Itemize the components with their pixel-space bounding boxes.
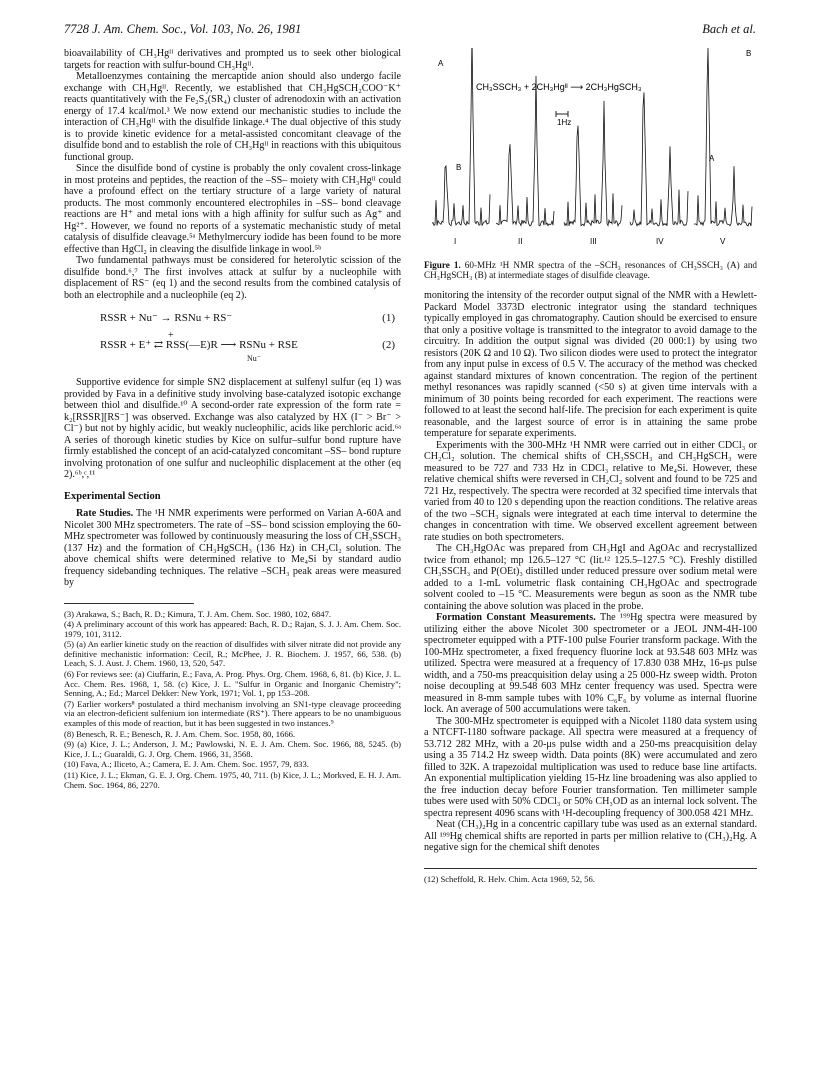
paragraph: Supportive evidence for simple SN2 displacement at sulfenyl sulfur (eq 1) was provided by Fava in a definitive study involving base-catalyzed isotopic exchange between thiol and disulfide.¹⁰ A second-order rate expression of the form rate = k₂[RSSR][RS⁻] was observed. Exchange was also catalyzed by HX (I⁻ > Br⁻ > Cl⁻) but not by highly acidic, but weakly nucleophilic, acids like perchloric acid.⁶ᵃ A series of thorough kinetic studies by Kice on sulfur–sulfur bond rupture have firmly established the concept of an acid-catalyzed concomitant –SS– bond rupture involving protonation of one sulfur and nucleophilic displacement at the other (eq 2).⁶ᵇ,ᶜ,¹¹ [64,377,401,480]
footnote-rule [64,603,194,604]
footnote: (8) Benesch, R. E.; Benesch, R. J. Am. Chem. Soc. 1958, 80, 1666. [64,728,296,739]
paragraph: monitoring the intensity of the recorder output signal of the NMR with a Hewlett-Packard Model 3373D electronic integrator using the standard techniques typically employed in gas chromatography. Caution should be exercised to ensure that only a positive voltage is transmitted to the integrator to avoid damage to the circuitry. In addition the output signal was divided (20 000:1) by using two resistors (20K Ω and 10 Ω). Two silicon diodes were used to protect the integrator from any input pulse in excess of 0.5 V. The accuracy of the method was checked against standard mixtures of known concentration. The region of the pertinent methyl resonances was rapidly scanned (<50 s) at given time intervals with a minimum of 30 points being recorded for each experiment. The reactions were followed to at least the second half-life. The precision for each experiment is quite reasonable, and the largest source of error is in attaining the same probe temperature for separate experiments. [424,290,757,440]
footnote: (4) A preliminary account of this work has appeared: Bach, R. D.; Rajan, S. J. J. Am. Chem. Soc. 1979, 101, 3112. [64,619,401,639]
footnote-rule [424,868,757,869]
equation-body: RSSR + Nu⁻ → RSNu + RS⁻ [100,312,233,324]
paragraph: Since the disulfide bond of cystine is probably the only covalent cross-linkage in most proteins and peptides, the reaction of the –SS– moiety with CH₃Hgᴵᴵ could have a profound effect on the tertiary structure of a large variety of natural products. The most commonly encountered electrophiles in –SS– bond cleavage reactions are H⁺ and metal ions with a high affinity for sulfur such as Ag⁺ and Hg²⁺. However, we found no reports of a systematic mechanistic study of metal catalysis of disulfide cleavage.⁵ᵃ Methylmercury iodide has been found to be more effective than HgCl₂ in cleaving the disulfide linkage in wool.⁵ᵇ [64,163,401,255]
equation-charge: + [168,330,174,341]
equation-body: RSSR + E⁺ ⇄ RSS(—E)R ⟶ RSNu + RSE [100,339,298,351]
paragraph: Two fundamental pathways must be considered for heterolytic scission of the disulfide bond.⁶,⁷ The first involves attack at sulfur by a nucleophile with displacement of RS⁻ (eq 1) and the second results from the combined catalysis of both an electrophile and a nucleophile (eq 2). [64,255,401,301]
run-in-heading: Formation Constant Measurements. [436,612,596,624]
equation-2 [64,330,401,365]
stage-label: I [454,237,457,246]
paragraph: The CH₃HgOAc was prepared from CH₃HgI and AgOAc and recrystallized twice from ethanol; mp 126.5–127 °C (lit.¹² 125.5–127.5 °C). Freshly distilled CH₃SSCH₃ and P(OEt)₃ distilled under reduced pressure over sodium metal were added to a 1-mL volumetric flask containing CH₃HgOAc and spectrograde solvent cooled to –15 °C. Measurements were begun as soon as the NMR tube containing the above solution was placed in the probe. [424,543,757,612]
spectrum-trace-5 [694,48,752,226]
stage-label: II [518,237,523,246]
footnote: (7) Earlier workers⁸ postulated a third mechanism involving an SN1-type cleavage proceeding via an electron-deficient sulfenium ion intermediate (RS⁺). There appears to be no unambiguous examples of this mode of reaction, but it has been suggested in two instances.⁹ [64,698,401,729]
footnote: (3) Arakawa, S.; Bach, R. D.; Kimura, T. J. Am. Chem. Soc. 1980, 102, 6847. [64,608,332,619]
left-column [64,48,401,791]
caption-label: Figure 1. [424,260,461,270]
spectrum-trace-2 [496,76,554,226]
paragraph-text: The ¹⁹⁹Hg spectra were measured by utilizing either the above Nicolet 300 spectrometer or a JEOL JNM-4H-100 spectrometer equipped with a PTF-100 pulse Fourier transform package. With the 100-MHz spectrometer, a fixed frequency fluorine lock at 93.548 603 MHz was utilized. Spectra were measured at a frequency of 17.830 038 MHz, 16-μs pulse width, and a 750-ms preacquisition delay using a 25 000-Hz sweep width. Proton noise decoupling at 99.548 603 MHz center frequency was used. Spectra were measured in 8-mm sample tubes with 10% C₆F₆ by volume as internal fluorine lock. An average of 500 accumulations were taken. [424,612,757,716]
paragraph [424,612,757,716]
equation-nucleophile: Nu⁻ [247,354,261,363]
caption-text: 60-MHz ¹H NMR spectra of the –SCH₃ resonances of CH₃SSCH₃ (A) and CH₃HgSCH₃ (B) at intermediate stages of disulfide cleavage. [424,260,758,281]
paragraph-text: The ¹H NMR experiments were performed on Varian A-60A and Nicolet 300 MHz spectrometers. The rate of –SS– bond scission employing the 60-MHz spectrometer was followed by continuously measuring the loss of CH₃SSCH₃ (137 Hz) and the formation of CH₃HgSCH₃ (136 Hz) in CH₂Cl₂ solution. The above chemical shifts were determined relative to Me₄Si by standard audio frequency sidebanding techniques. The relative –SCH₃ peak areas were measured by [64,508,402,588]
spectrum-trace-1 [432,48,490,226]
peak-label: A [438,59,444,68]
paragraph: Metalloenzymes containing the mercaptide anion should also undergo facile exchange with CH₃Hgᴵᴵ. Recently, we established that CH₃HgSCH₂COO⁻K⁺ reacts quantitatively with the Fe₂S₂(SR₄) cluster of adrenodoxin with an activation energy of 17.4 kcal/mol.³ We now extend our mechanistic studies to include the interaction of CH₃Hgᴵᴵ with the disulfide linkage.⁴ The dual objective of this study is to provide kinetic evidence for a metal-assisted concomitant cleavage of the disulfide bond and to establish the role of CH₃Hgᴵᴵ in reactions with this ubiquitous functional group. [64,71,401,163]
footnote: (6) For reviews see: (a) Ciuffarin, E.; Fava, A. Prog. Phys. Org. Chem. 1968, 6, 81. (b) Kice, J. L. Acc. Chem. Res. 1968, 1, 58. (c) Kice, J. L. "Sulfur in Organic and Inorganic Chemistry"; Senning, A.; Ed.; Marcel Dekker: New York, 1971; Vol. 1, pp 153–208. [64,669,401,699]
run-in-heading: Rate Studies. [76,508,134,519]
equation-number: (1) [382,312,395,324]
footnote: (11) Kice, J. L.; Ekman, G. E. J. Org. Chem. 1975, 40, 711. (b) Kice, J. L.; Morkved, E. H. J. Am. Chem. Soc. 1964, 86, 2270. [64,770,401,790]
footnote: (5) (a) An earlier kinetic study on the reaction of disulfides with silver nitrate did not provide any definitive mechanistic information: Cecil, R.; McPhee, J. R. Biochem. J. 1957, 66, 538. (b) Leach, S. J. Aust. J. Chem. 1960, 13, 520, 547. [64,639,401,669]
page-citation: 7728 J. Am. Chem. Soc., Vol. 103, No. 26, 1981 [64,22,302,36]
paragraph: bioavailability of CH₃Hgᴵᴵ derivatives and prompted us to seek other biological targets for reaction with sulfur-bound CH₃Hgᴵᴵ. [64,48,401,71]
footnote-list [64,610,401,791]
section-heading: Experimental Section [64,490,161,502]
right-column [424,48,757,886]
nmr-spectra-plot [424,48,757,254]
footnote: (9) (a) Kice, J. L.; Anderson, J. M.; Pawlowski, N. E. J. Am. Chem. Soc. 1966, 88, 5245. (b) Kice, J. L.; Guaraldi, G. J. Org. Chem. 1966, 31, 3568. [64,739,401,759]
peak-label: B [746,49,752,58]
figure-equation: CH₃SSCH₃ + 2CH₃Hgᴵᴵ ⟶ 2CH₃HgSCH₃ [476,82,642,92]
stage-label: V [720,237,726,246]
equation-number: (2) [382,339,395,351]
running-header [64,22,756,40]
stage-label: III [590,237,597,246]
spectrum-trace-3 [564,101,622,226]
equation-1 [64,313,401,327]
author-header: Bach et al. [702,22,756,36]
paragraph: Experiments with the 300-MHz ¹H NMR were carried out in either CDCl₃ or CH₂Cl₂ solution. The chemical shifts of CH₃SSCH₃ and CH₃HgSCH₃ were measured to be 727 and 733 Hz in CDCl₃ relative to Me₄Si. However, these relative chemical shifts were reversed in CH₂Cl₂ solvent and found to be 725 and 721 Hz, respectively. The spectra were recorded at 32 specified time intervals that varied from 40 to 120 s depending upon the reaction conditions. The relative areas of the two –SCH₃ signals were integrated at each time interval to determine the changes in concentration with time. We observed excellent agreement between rate studies on both spectrometers. [424,439,757,543]
figure-caption [424,260,757,280]
scale-label: 1Hz [557,118,572,127]
stage-label: IV [656,237,664,246]
peak-label: A [709,154,715,163]
spectrum-trace-4 [630,92,688,225]
footnote: (12) Scheffold, R. Helv. Chim. Acta 1969, 52, 56. [424,873,595,884]
paragraph: Neat (CH₃)₂Hg in a concentric capillary tube was used as an external standard. All ¹⁹⁹Hg chemical shifts are reported in parts per million relative to (CH₃)₂Hg. A negative sign for the chemical shift denotes [424,819,757,854]
peak-label: B [456,163,462,172]
nmr-figure [424,48,757,254]
spectra-traces [432,48,752,226]
footnote: (10) Fava, A.; Iliceto, A.; Camera, E. J. Am. Chem. Soc. 1957, 79, 833. [64,759,309,770]
paragraph [64,508,401,589]
paragraph: The 300-MHz spectrometer is equipped with a Nicolet 1180 data system using a NTCFT-1180 software package. All spectra were measured at a frequency of 53.712 282 MHz, with a 20-μs pulse width and a 250-ms preacquisition delay using a 35 714.2 Hz sweep width. Data points (8K) were accumulated and zero filled to 32K. A trapezoidal multiplication was used to reduce base line artifacts. An exponential multiplication yielding 15-Hz line broadening was also applied to the free induction decay before Fourier transformation. Ten millimeter sample tubes were used with 50% CDCl₃ or 50% CH₃OD as an internal lock solvent. The spectra represent 4096 scans with ¹H-decoupling frequency of 300.058 421 MHz. [424,715,757,819]
